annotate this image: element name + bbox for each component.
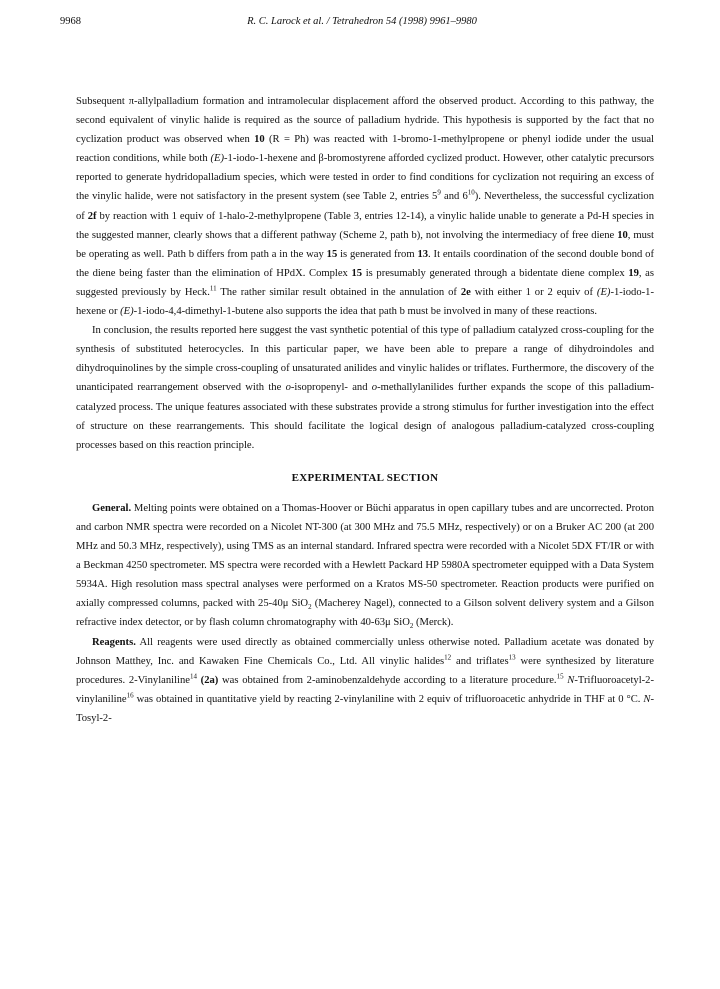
section-title: EXPERIMENTAL SECTION [291,471,439,484]
paragraph-general: General. Melting points were obtained on a Thomas-Hoover or Büchi apparatus in open capillary tubes and are uncorrected. Proton and carbon NMR spectra were recorded on a Nicolet NT-300 (at 300 MHz and 75.5 MHz, respectively) or on a Bruker AC 200 (at 200 MHz and 50.3 MHz, respectively), using TMS as an internal standard. Infrared spectra were recorded with a Nicolet 5DX FT/IR or with a Beckman 4250 spectrometer. MS spectra were recorded with a Hewlett Packard HP 5980A spectrometer equipped with a Data System 5934A. High resolution mass spectral analyses were performed on a Kratos MS-50 spectrometer. Reaction products were purified on axially compressed columns, packed with 25-40μ SiO$_2$ (Macherey Nagel), connected to a Gilson solvent delivery system and a Gilson refractive index detector, or by flash column chromatography with 40-63μ SiO$_2$ (Merck). [76,502,654,631]
paragraph-reagents: Reagents. All reagents were used directly as obtained commercially unless otherwise noted. Palladium acetate was donated by Johnson Matthey, Inc. and Kawaken Fine Chemicals Co., Ltd. All vinylic halides$^{12}$ and triflates$^{13}$ were synthesized by literature procedures. 2-Vinylaniline$^{14}$ (2a) was obtained from 2-aminobenzaldehyde according to a literature procedure.$^{15}$ N-Trifluoroacetyl-2-vinylaniline$^{16}$ was obtained in quantitative yield by reacting 2-vinylaniline with 2 equiv of trifluoroacetic anhydride in THF at 0 °C. N-Tosyl-2- [76,636,655,724]
page-number: 9968 [60,16,81,27]
running-head: R. C. Larock et al. / Tetrahedron 54 (1998) 9961–9980 [247,16,477,27]
running-header [60,16,664,30]
article-body [76,92,654,728]
paragraph-conclusion: In conclusion, the results reported here suggest the vast synthetic potential of this type of palladium catalyzed cross-coupling for the synthesis of substituted heterocycles. In this particular paper, we have been able to prepare a range of dihydroindoles and dihydroquinolines by the simple cross-coupling of unsaturated anilides and vinylic halides or triflates. Furthermore, the discovery of the unanticipated rearrangement observed with the o-isopropenyl- and o-methallylanilides further expands the scope of this palladium-catalyzed process. The unique features associated with these substrates provide a strong stimulus for further investigation into the effect of structure on these rearrangements. This should facilitate the logical design of analogous palladium-catalyzed cross-coupling processes based on this reaction principle. [76,325,655,451]
paragraph-mechanism: Subsequent π-allylpalladium formation and intramolecular displacement afford the observed product. According to this pathway, the second equivalent of vinylic halide is required as the source of palladium hydride. This hypothesis is supported by the fact that no cyclization product was observed when 10 (R = Ph) was reacted with 1-bromo-1-methylpropene or phenyl iodide under the usual reaction conditions, while both (E)-1-iodo-1-hexene and β-bromostyrene afforded cyclized product. However, other catalytic precursors reported to generate hydridopalladium species, which were tested in order to find conditions for cyclization not requiring an excess of the vinylic halide, were not satisfactory in the present system (see Table 2, entries $5^9$ and $6^{10}$). Nevertheless, the successful cyclization of 2f by reaction with 1 equiv of 1-halo-2-methylpropene (Table 3, entries 12-14), a vinylic halide unable to generate a Pd-H species in the suggested manner, clearly shows that a different pathway (Scheme 2, path b), not involving the intermediacy of free diene 10, must be operating as well. Path b differs from path a in the way 15 is generated from 13. It entails coordination of the second double bond of the diene being faster than the elimination of HPdX. Complex 15 is presumably generated through a bidentate diene complex 19, as suggested previously by Heck.$^{11}$ The rather similar result obtained in the annulation of 2e with either 1 or 2 equiv of (E)-1-iodo-1-hexene or (E)-1-iodo-4,4-dimethyl-1-butene also supports the idea that path b must be involved in many of these reactions. [76,96,655,318]
